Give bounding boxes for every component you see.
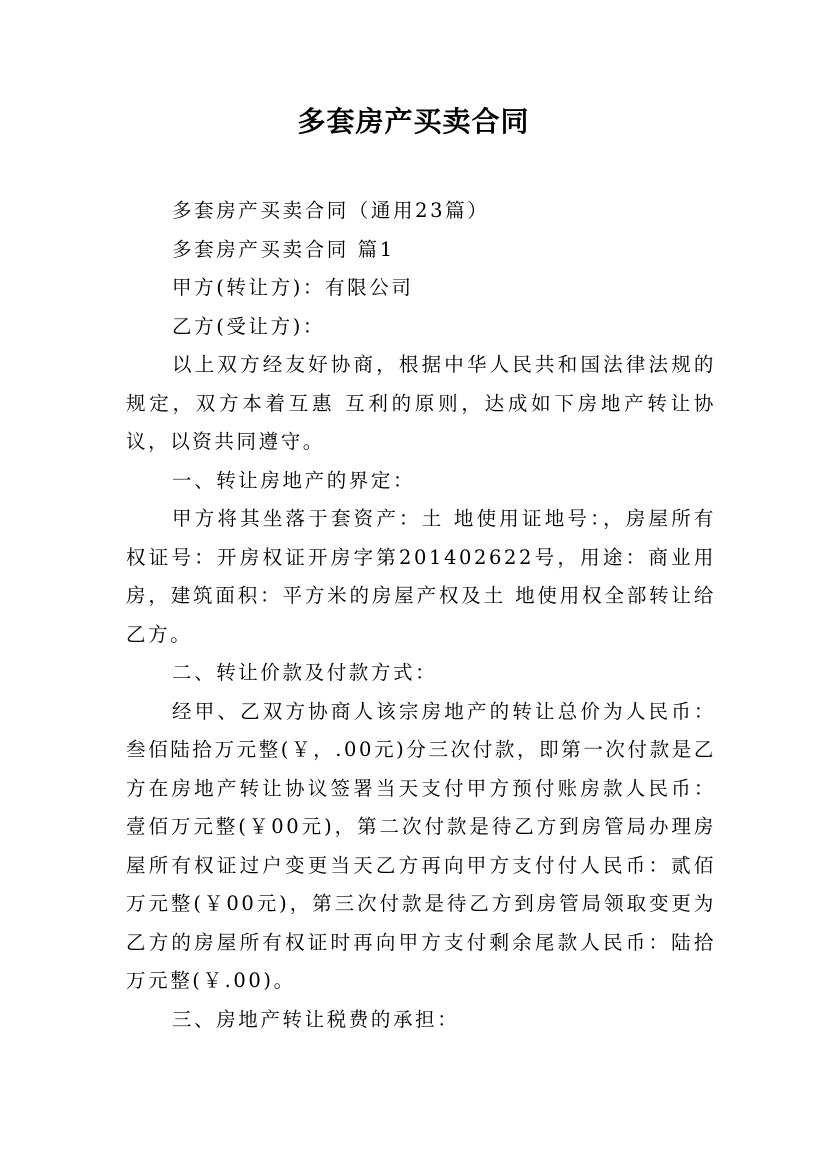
section-heading-part-1: 多套房产买卖合同 篇1 bbox=[172, 237, 395, 261]
party-b-line: 乙方(受让方)： bbox=[172, 314, 326, 338]
clause-3-heading: 三、房地产转让税费的承担： bbox=[172, 1007, 460, 1031]
document-body bbox=[126, 192, 716, 1039]
clause-2-body: 经甲、乙双方协商人该宗房地产的转让总价为人民币：叁佰陆拾万元整(￥，.00元)分三次付款，即第一次付款是乙方在房地产转让协议签署当天支付甲方预付账房款人民币：壹佰万元整(￥00元)，第二次付款是待乙方到房管局办理房屋所有权证过户变更当天乙方再向甲方支付付人民币：贰佰万元整(￥00元)，第三次付款是待乙方到房管局领取变更为乙方的房屋所有权证时再向甲方支付剩余尾款人民币：陆拾万元整(￥.00)。 bbox=[126, 699, 716, 992]
clause-1-body: 甲方将其坐落于套资产：土 地使用证地号：，房屋所有权证号：开房权证开房字第201402622号，用途：商业用房，建筑面积：平方米的房屋产权及土 地使用权全部转让给乙方。 bbox=[126, 507, 716, 646]
clause-2-heading: 二、转让价款及付款方式： bbox=[172, 661, 438, 684]
clause-1-heading: 一、转让房地产的界定： bbox=[172, 468, 416, 492]
document-title: 多套房产买卖合同 bbox=[297, 105, 530, 138]
party-a-line: 甲方(转让方)：有限公司 bbox=[172, 276, 414, 299]
preamble-paragraph: 以上双方经友好协商，根据中华人民共和国法律法规的规定，双方本着互惠 互利的原则，达成如下房地产转让协议，以资共同遵守。 bbox=[126, 353, 716, 453]
doc-subtitle: 多套房产买卖合同（通用23篇） bbox=[172, 199, 490, 222]
